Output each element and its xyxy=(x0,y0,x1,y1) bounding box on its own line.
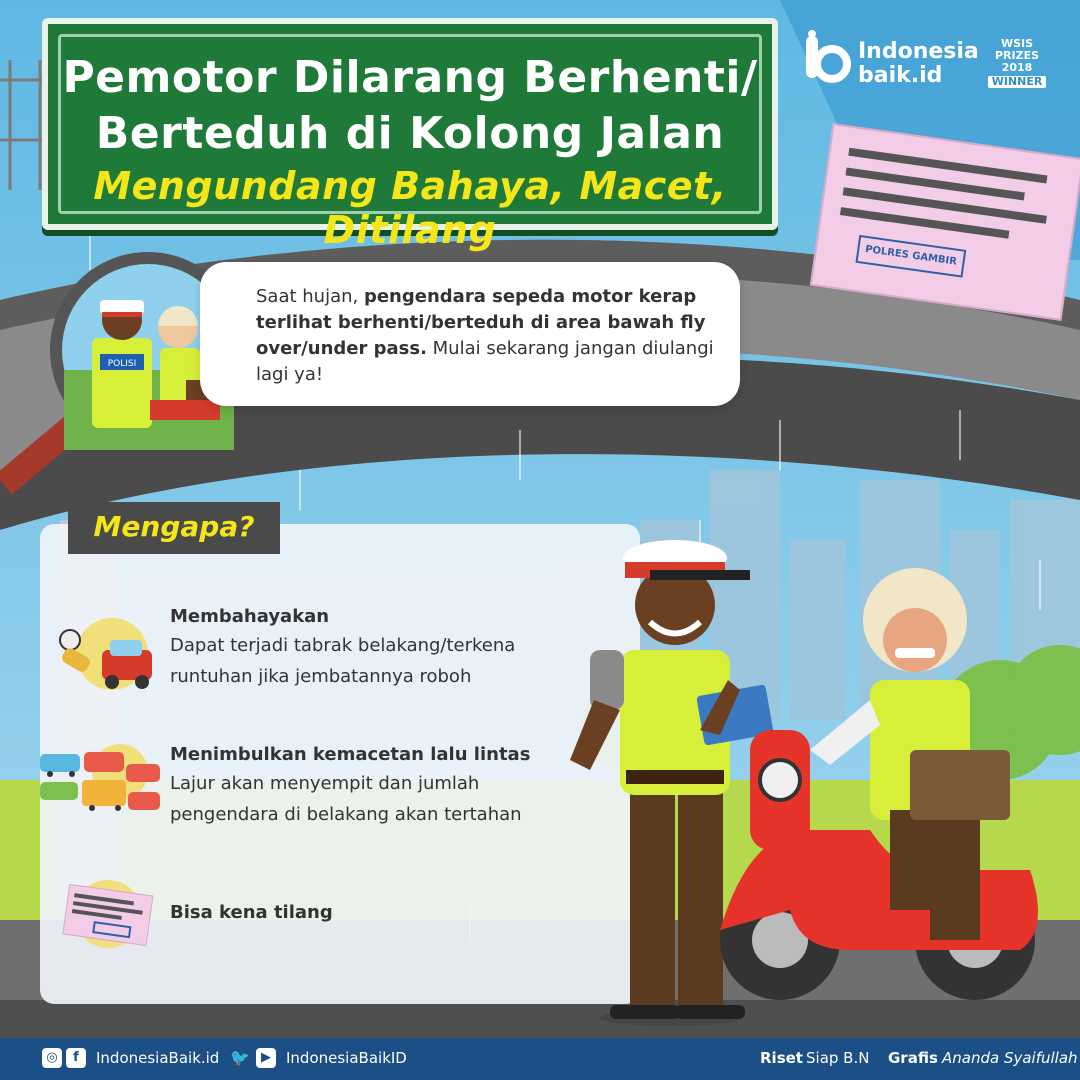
police-and-rider-illustration xyxy=(550,510,1070,1030)
traffic-jam-icon xyxy=(38,742,162,822)
title-line-1: Pemotor Dilarang Berhenti/ xyxy=(62,52,758,103)
wsis-award-badge xyxy=(982,38,1052,108)
section-label: Mengapa? xyxy=(93,510,255,543)
reason-3-title: Bisa kena tilang xyxy=(170,902,333,923)
intro-part-1: Saat hujan, xyxy=(256,286,364,307)
twitter-icon[interactable]: 🐦 xyxy=(230,1048,250,1067)
ticket-stamp: POLRES GAMBIR xyxy=(855,235,966,278)
crash-icon xyxy=(50,612,160,696)
intro-part-2: Mulai sekarang jangan diulangi lagi ya! xyxy=(256,338,714,385)
credit-grafis-label: Grafis xyxy=(888,1049,938,1067)
title-line-2: Berteduh di Kolong Jalan xyxy=(95,108,725,159)
brand-line-1: Indonesia xyxy=(858,39,979,64)
intro-text xyxy=(256,284,716,388)
credit-riset-name: Siap B.N xyxy=(806,1049,870,1067)
social-handle-left[interactable]: IndonesiaBaik.id xyxy=(96,1049,220,1067)
brand-name xyxy=(858,40,979,88)
youtube-icon[interactable]: ▶ xyxy=(256,1048,276,1068)
intro-bold: pengendara sepeda motor kerap terlihat berhenti/berteduh di area bawah fly over/under pass. xyxy=(256,286,706,359)
reason-2-title: Menimbulkan kemacetan lalu lintas xyxy=(170,744,531,765)
reason-1-title: Membahayakan xyxy=(170,606,330,627)
facebook-icon[interactable]: f xyxy=(66,1048,86,1068)
title-sign xyxy=(42,18,778,252)
reason-1-description: Dapat terjadi tabrak belakang/terkena runtuhan jika jembatannya roboh xyxy=(170,635,516,687)
indonesiabaik-logo-icon xyxy=(800,30,854,84)
ticket-icon xyxy=(56,876,160,952)
award-line-4: WINNER xyxy=(988,76,1046,88)
vest-label: POLISI xyxy=(107,359,137,369)
award-line-2: PRIZES xyxy=(994,49,1040,62)
credit-grafis-name: Ananda Syaifullah xyxy=(942,1049,1078,1067)
award-line-1: WSIS xyxy=(1000,37,1034,50)
traffic-ticket-illustration xyxy=(810,123,1080,321)
section-label-tab xyxy=(68,502,280,554)
intro-card xyxy=(200,262,740,406)
reason-2-description: Lajur akan menyempit dan jumlah pengendara di belakang akan tertahan xyxy=(170,773,522,825)
footer-bar xyxy=(0,1038,1080,1080)
social-handle-right[interactable]: IndonesiaBaikID xyxy=(286,1049,407,1067)
award-line-3: 2018 xyxy=(1001,61,1033,74)
subtitle: Mengundang Bahaya, Macet, Ditilang xyxy=(93,164,727,252)
instagram-icon[interactable]: ◎ xyxy=(42,1048,62,1068)
credit-riset-label: Riset xyxy=(760,1049,803,1067)
brand-line-2: baik.id xyxy=(858,63,943,88)
